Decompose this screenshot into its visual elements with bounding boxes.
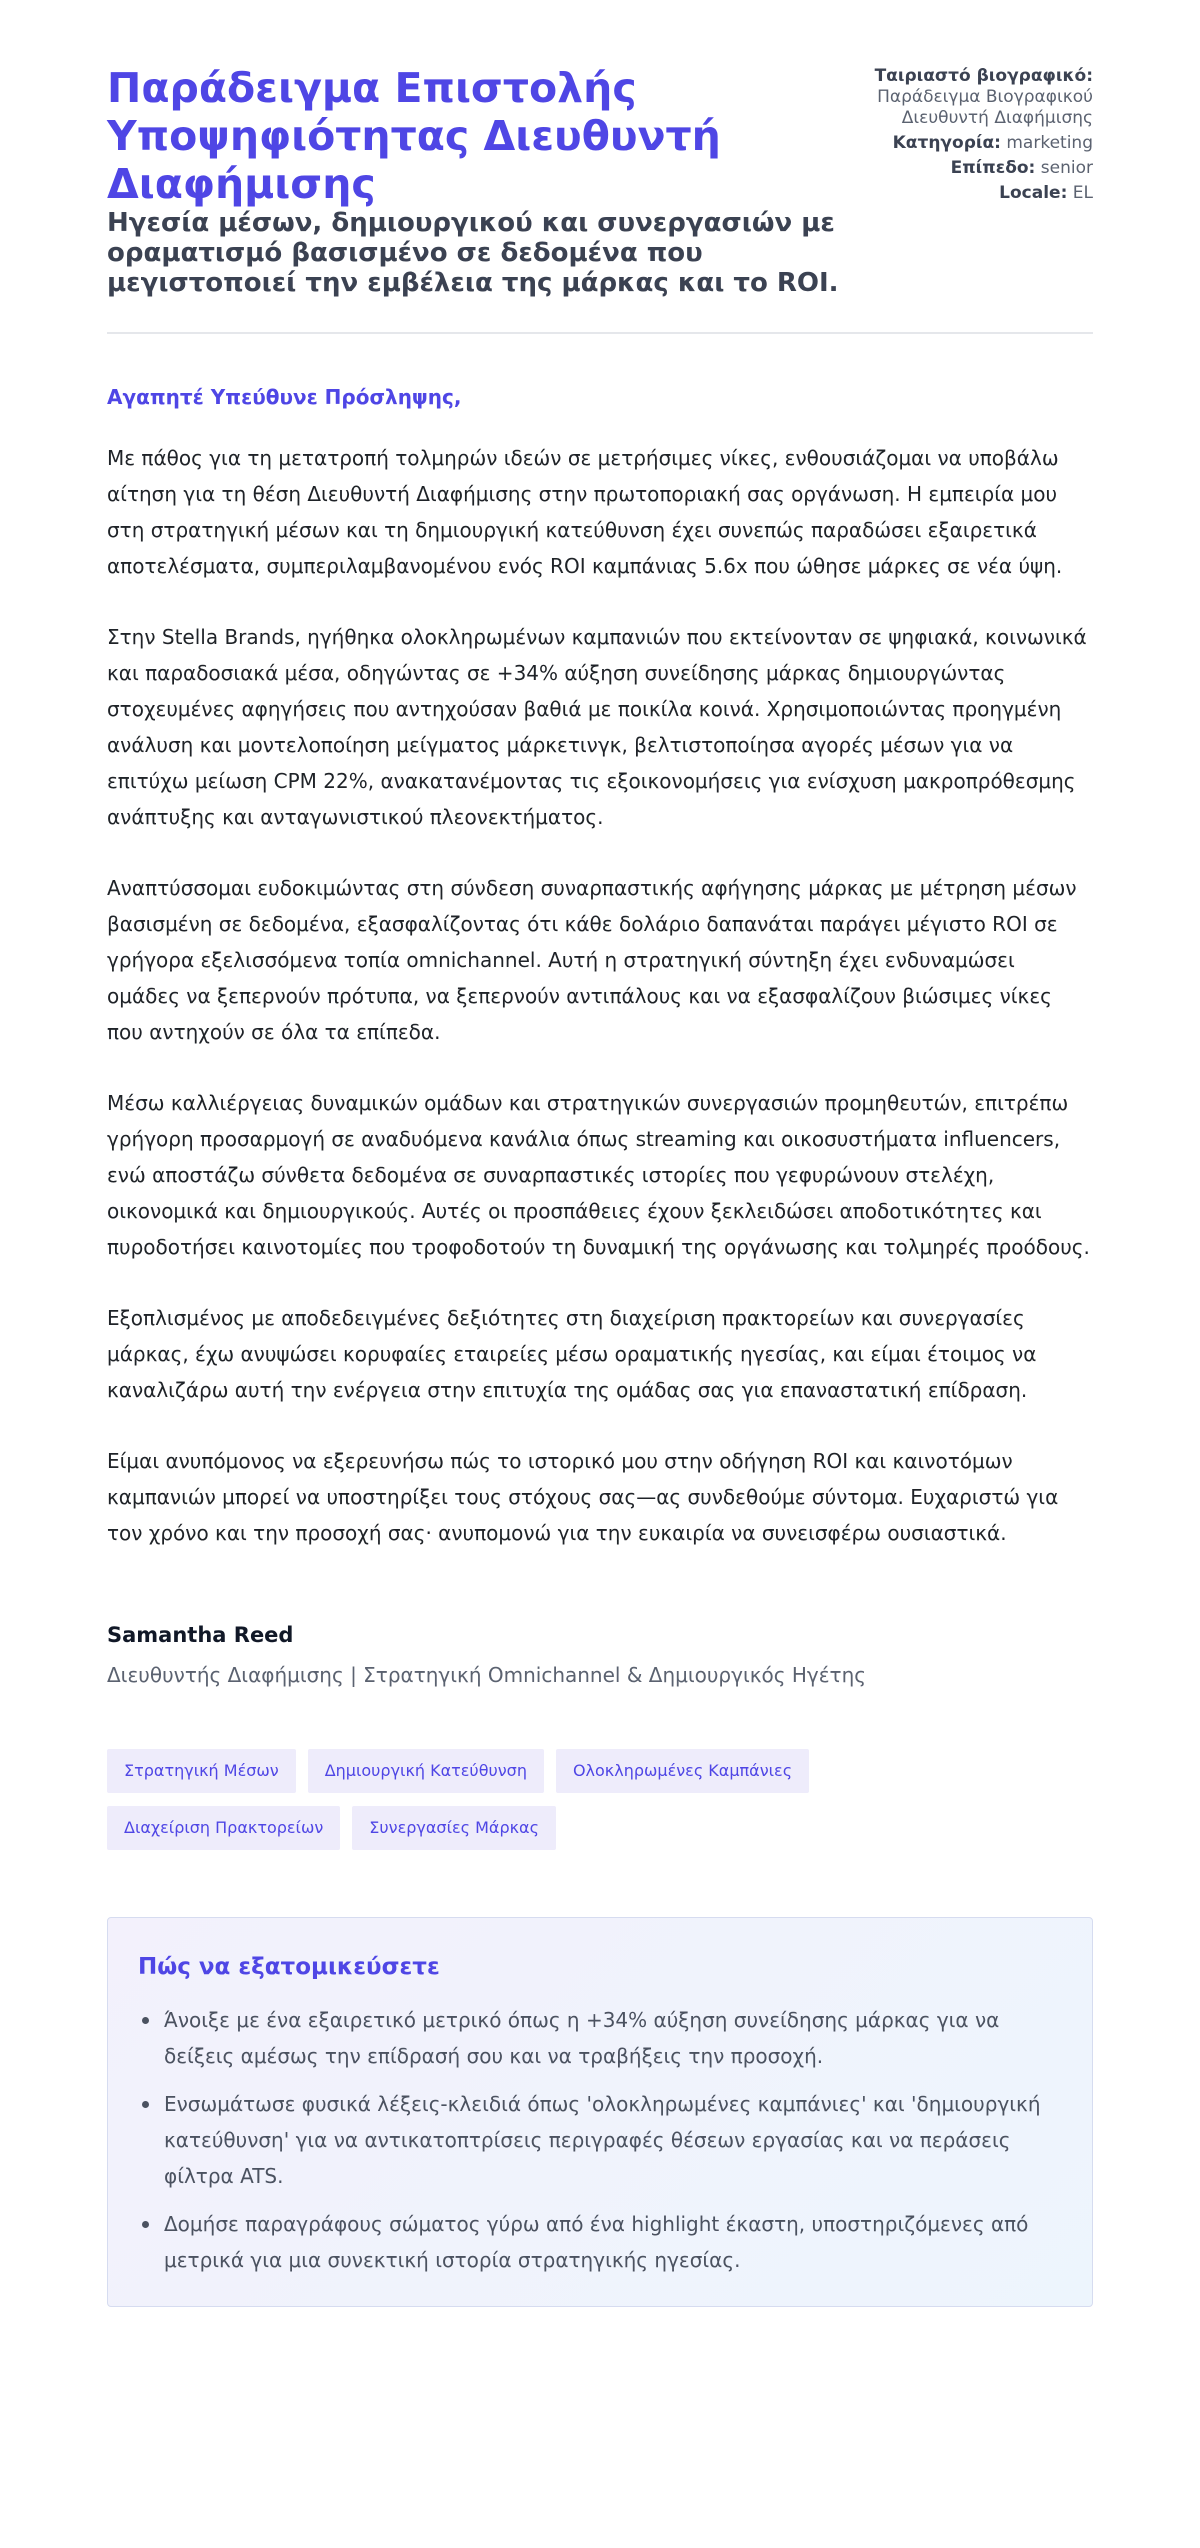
meta-locale-label: Locale: <box>999 183 1068 203</box>
page-subtitle: Ηγεσία μέσων, δημιουργικού και συνεργασιών με οραματισμό βασισμένο σε δεδομένα που μεγιστοποιεί την εμβέλεια της μάρκας και το ROI. <box>107 208 839 298</box>
tips-list <box>138 2002 1062 2278</box>
page-title: Παράδειγμα Επιστολής Υποψηφιότητας Διευθυντή Διαφήμισης <box>107 64 721 208</box>
paragraph: Στην Stella Brands, ηγήθηκα ολοκληρωμένων καμπανιών που εκτείνονταν σε ψηφιακά, κοινωνικά και παραδοσιακά μέσα, οδηγώντας σε +34% αύξηση συνείδησης μάρκας δημιουργώντας στοχευμένες αφηγήσεις που αντηχούσαν βαθιά με ποικίλα κοινά. Χρησιμοποιώντας προηγμένη ανάλυση και μοντελοποίηση μείγματος μάρκετινγκ, βελτιστοποίησα αγορές μέσων για να επιτύχω μείωση CPM 22%, ανακατανέμοντας τις εξοικονομήσεις για ενίσχυση μακροπρόθεσμης ανάπτυξης και ανταγωνιστικού πλεονεκτήματος. <box>107 625 1087 829</box>
tip-item: Δομήσε παραγράφους σώματος γύρω από ένα highlight έκαστη, υποστηριζόμενες από μετρικά για μια συνεκτική ιστορία στρατηγικής ηγεσίας. <box>138 2206 1062 2278</box>
meta-level <box>833 158 1093 179</box>
letter-header <box>107 0 1093 334</box>
meta-category-label: Κατηγορία: <box>892 133 1001 153</box>
meta-level-value: senior <box>1040 158 1093 178</box>
paragraph: Εξοπλισμένος με αποδεδειγμένες δεξιότητες στη διαχείριση πρακτορείων και συνεργασίες μάρκας, έχω ανυψώσει κορυφαίες εταιρείες μέσω οραματικής ηγεσίας, και είμαι έτοιμος να καναλιζάρω αυτή την ενέργεια στην επιτυχία της ομάδας σας για επαναστατική επίδραση. <box>107 1306 1037 1402</box>
skill-tag[interactable]: Δημιουργική Κατεύθυνση <box>308 1749 544 1793</box>
signature-block <box>107 1621 1093 1689</box>
signature-name: Samantha Reed <box>107 1623 294 1647</box>
meta-resume-link[interactable]: Παράδειγμα Βιογραφικού Διευθυντή Διαφήμισης <box>877 87 1093 128</box>
meta-category <box>833 133 1093 154</box>
meta-category-value: marketing <box>1006 133 1093 153</box>
tip-item: Άνοιξε με ένα εξαιρετικό μετρικό όπως η +34% αύξηση συνείδησης μάρκας για να δείξεις αμέσως την επίδρασή σου και να τραβήξεις την προσοχή. <box>138 2002 1062 2074</box>
skill-tag[interactable]: Συνεργασίες Μάρκας <box>352 1806 556 1850</box>
paragraph: Αναπτύσσομαι ευδοκιμώντας στη σύνδεση συναρπαστικής αφήγησης μάρκας με μέτρηση μέσων βασισμένη σε δεδομένα, εξασφαλίζοντας ότι κάθε δολάριο δαπανάται παράγει μέγιστο ROI σε γρήγορα εξελισσόμενα τοπία omnichannel. Αυτή η στρατηγική σύντηξη έχει ενδυναμώσει ομάδες να ξεπερνούν πρότυπα, να ξεπερνούν αντιπάλους και να εξασφαλίζουν βιώσιμες νίκες που αντηχούν σε όλα τα επίπεδα. <box>107 876 1077 1044</box>
paragraph: Είμαι ανυπόμονος να εξερευνήσω πώς το ιστορικό μου στην οδήγηση ROI και καινοτόμων καμπανιών μπορεί να υποστηρίξει τους στόχους σας—ας συνδεθούμε σύντομα. Ευχαριστώ για τον χρόνο και την προσοχή σας· ανυπομονώ για την ευκαιρία να συνεισφέρω ουσιαστικά. <box>107 1449 1059 1545</box>
meta-locale <box>833 183 1093 204</box>
skill-tag[interactable]: Ολοκληρωμένες Καμπάνιες <box>556 1749 809 1793</box>
customization-tips <box>107 1917 1093 2307</box>
meta-resume <box>833 66 1093 129</box>
meta-panel <box>833 66 1093 208</box>
meta-locale-value: EL <box>1072 183 1093 203</box>
tips-title: Πώς να εξατομικεύσετε <box>138 1954 440 1980</box>
letter-body <box>107 384 1093 1551</box>
paragraph: Με πάθος για τη μετατροπή τολμηρών ιδεών σε μετρήσιμες νίκες, ενθουσιάζομαι να υποβάλω αίτηση για τη θέση Διευθυντή Διαφήμισης στην πρωτοποριακή σας οργάνωση. Η εμπειρία μου στη στρατηγική μέσων και τη δημιουργική κατεύθυνση έχει συνεπώς παραδώσει εξαιρετικά αποτελέσματα, συμπεριλαμβανομένου ενός ROI καμπάνιας 5.6x που ώθησε μάρκες σε νέα ύψη. <box>107 446 1063 578</box>
meta-resume-label: Ταιριαστό βιογραφικό: <box>874 66 1093 86</box>
meta-level-label: Επίπεδο: <box>950 158 1036 178</box>
skill-tags <box>107 1749 1007 1850</box>
paragraph: Μέσω καλλιέργειας δυναμικών ομάδων και στρατηγικών συνεργασιών προμηθευτών, επιτρέπω γρήγορη προσαρμογή σε αναδυόμενα κανάλια όπως streaming και οικοσυστήματα influencers, ενώ αποστάζω σύνθετα δεδομένα σε συναρπαστικές ιστορίες που γεφυρώνουν στελέχη, οικονομικά και δημιουργικούς. Αυτές οι προσπάθειες έχουν ξεκλειδώσει αποδοτικότητες και πυροδοτήσει καινοτομίες που τροφοδοτούν τη δυναμική της οργάνωσης και τολμηρές προόδους. <box>107 1091 1090 1259</box>
salutation: Αγαπητέ Υπεύθυνε Πρόσληψης, <box>107 385 462 409</box>
skill-tag[interactable]: Διαχείριση Πρακτορείων <box>107 1806 340 1850</box>
tip-item: Ενσωμάτωσε φυσικά λέξεις-κλειδιά όπως 'ολοκληρωμένες καμπάνιες' και 'δημιουργική κατεύθυνση' για να αντικατοπτρίσεις περιγραφές θέσεων εργασίας και να περάσεις φίλτρα ATS. <box>138 2086 1062 2194</box>
letter-paragraphs <box>107 440 1093 1551</box>
skill-tag[interactable]: Στρατηγική Μέσων <box>107 1749 296 1793</box>
signature-role: Διευθυντής Διαφήμισης | Στρατηγική Omnichannel & Δημιουργικός Ηγέτης <box>107 1663 866 1687</box>
